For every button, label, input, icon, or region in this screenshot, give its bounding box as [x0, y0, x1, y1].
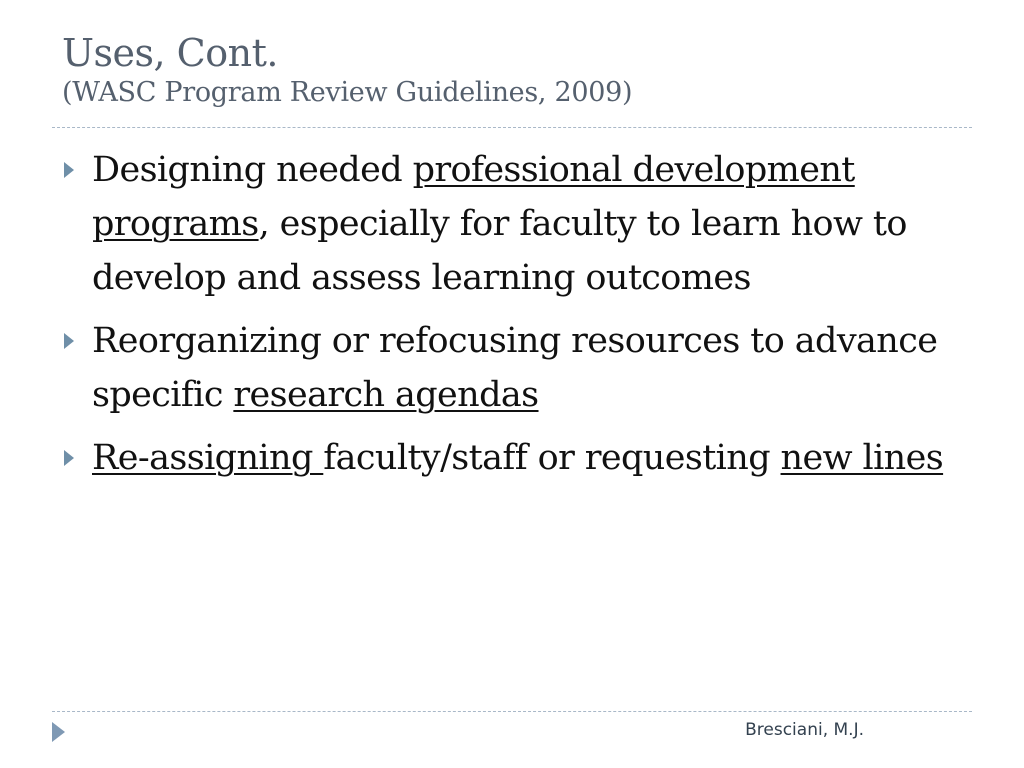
next-slide-icon[interactable]: [52, 722, 65, 742]
title-main: Uses, Cont.: [62, 31, 278, 75]
bullet-underlined-text: new lines: [780, 438, 944, 478]
bullet-item: [60, 431, 960, 485]
bullet-item: [60, 314, 960, 422]
bullet-underlined-text: professional development programs: [92, 150, 855, 244]
bullet-underlined-text: research agendas: [233, 375, 539, 415]
title-divider: [52, 127, 972, 128]
footer-author: Bresciani, M.J.: [745, 720, 864, 740]
footer-divider: [52, 711, 972, 712]
triangle-right-icon: [64, 333, 74, 349]
bullet-text: , especially for faculty to learn how to develop and assess learning outcomes: [92, 204, 907, 298]
bullet-text: Reorganizing or refocusing resources to advance specific: [92, 321, 938, 415]
bullet-item: [60, 143, 960, 305]
bullet-text: faculty/staff or requesting: [323, 438, 781, 478]
title-subtitle: (WASC Program Review Guidelines, 2009): [62, 77, 633, 108]
bullet-list: [60, 143, 960, 494]
bullet-underlined-text: Re-assigning: [92, 438, 324, 478]
triangle-right-icon: [64, 450, 74, 466]
triangle-right-icon: [64, 162, 74, 178]
bullet-text: Designing needed: [92, 150, 413, 190]
slide-title: [62, 30, 632, 110]
